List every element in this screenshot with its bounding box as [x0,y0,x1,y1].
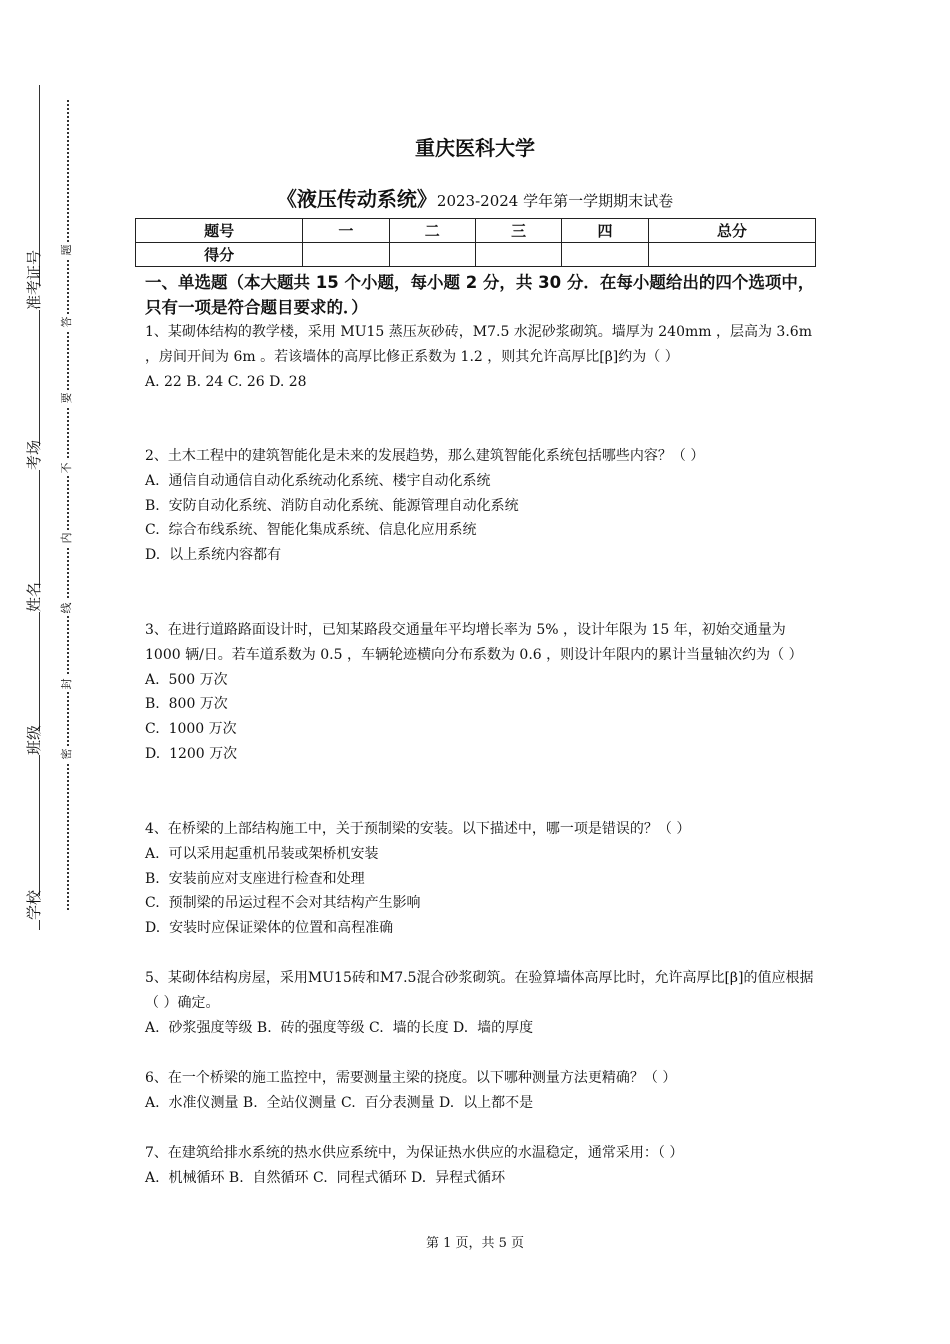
score-cell: 总分 [648,219,815,243]
question-option: A. 500 万次 [145,671,228,688]
question-option: B. 800 万次 [145,696,228,713]
seal-char: 要 [61,390,73,406]
question-option: D. 安装时应保证梁体的位置和高程准确 [145,920,394,937]
binding-field-exam-id: 准考证号 [25,249,43,310]
question-option: C. 1000 万次 [145,721,237,738]
question-option: D. 1200 万次 [145,745,238,762]
question-option: A. 砂浆强度等级 B. 砖的强度等级 C. 墙的长度 D. 墙的厚度 [145,1019,534,1036]
seal-char: 不 [61,460,73,476]
seal-char: 题 [61,242,73,258]
score-cell: 一 [303,219,389,243]
question-stem: 3、在进行道路路面设计时，已知某路段交通量年平均增长率为 5% ，设计年限为 15 年，初始交通量为 1000 辆/日。若车道系数为 0.5 ，车辆轮迹横向分布系数为 0.6 ，则设计年限内的累计当量轴次约为（ ） [145,622,803,663]
question-stem: 6、在一个桥梁的施工监控中，需要测量主梁的挠度。以下哪种测量方法更精确？（ ） [145,1070,677,1086]
question-3 [145,618,815,767]
question-7 [145,1141,815,1191]
seal-char: 内 [61,530,73,546]
question-option: A. 通信自动通信自动化系统动化系统、楼宇自动化系统 [145,472,491,489]
score-cell: 四 [562,219,648,243]
binding-field-class: 班级 [25,724,43,755]
score-cell: 得分 [136,243,303,267]
question-option: C. 综合布线系统、智能化集成系统、信息化应用系统 [145,522,477,539]
question-4 [145,817,815,941]
section-heading: 一、单选题（本大题共 15 个小题，每小题 2 分，共 30 分．在每小题给出的四个选项中，只有一项是符合题目要求的．） [145,273,815,317]
question-option: A. 水准仪测量 B. 全站仪测量 C. 百分表测量 D. 以上都不是 [145,1094,534,1111]
score-cell: 二 [389,219,475,243]
question-option: A. 22 B. 24 C. 26 D. 28 [145,373,307,390]
seal-char: 答 [61,314,73,330]
score-table-header-row [136,219,816,243]
question-stem: 4、在桥梁的上部结构施工中，关于预制梁的安装。以下描述中，哪一项是错误的？（ ） [145,821,691,837]
question-option: A. 可以采用起重机吊装或架桥机安装 [145,845,379,862]
binding-field-exam-room: 考场 [25,439,43,470]
question-option: D. 以上系统内容都有 [145,547,282,564]
question-stem: 5、某砌体结构房屋，采用MU15砖和M7.5混合砂浆砌筑。在验算墙体高厚比时，允许高厚比[β]的值应根据（ ）确定。 [145,970,814,1011]
seal-dotted-line [67,100,69,910]
question-stem: 7、在建筑给排水系统的热水供应系统中，为保证热水供应的水温稳定，通常采用：（ ） [145,1145,684,1161]
question-1 [145,320,815,394]
seal-char: 封 [61,676,73,692]
question-option: A. 机械循环 B. 自然循环 C. 同程式循环 D. 异程式循环 [145,1169,506,1186]
binding-field-name: 姓名 [25,581,43,612]
question-option: B. 安防自动化系统、消防自动化系统、能源管理自动化系统 [145,497,519,514]
score-cell [562,243,648,267]
score-table [135,218,816,267]
score-table-score-row [136,243,816,267]
course-name: 《液压传动系统》 [276,187,437,211]
score-cell [389,243,475,267]
question-2 [145,444,815,568]
question-5 [145,966,815,1040]
question-6 [145,1066,815,1116]
exam-term: 2023-2024 学年第一学期期末试卷 [436,192,674,210]
question-option: B. 安装前应对支座进行检查和处理 [145,870,365,887]
score-cell: 题号 [136,219,303,243]
page-number: 第 1 页，共 5 页 [425,1236,525,1251]
university-title: 重庆医科大学 [415,136,535,160]
seal-char: 线 [61,600,73,616]
question-stem: 2、土木工程中的建筑智能化是未来的发展趋势，那么建筑智能化系统包括哪些内容？（ ） [145,448,705,464]
exam-subtitle [0,183,950,212]
question-option: C. 预制梁的吊运过程不会对其结构产生影响 [145,895,421,912]
score-cell: 三 [475,219,561,243]
question-stem: 1、某砌体结构的教学楼，采用 MU15 蒸压灰砂砖，M7.5 水泥砂浆砌筑。墙厚为 240mm ，层高为 3.6m ，房间开间为 6m 。若该墙体的高厚比修正系数为 1.2 ，则其允许高厚比[β]约为（ ） [145,324,817,365]
score-cell [475,243,561,267]
score-cell [303,243,389,267]
binding-field-school: 学校 [25,889,43,920]
score-cell [648,243,815,267]
seal-char: 密 [61,746,73,762]
